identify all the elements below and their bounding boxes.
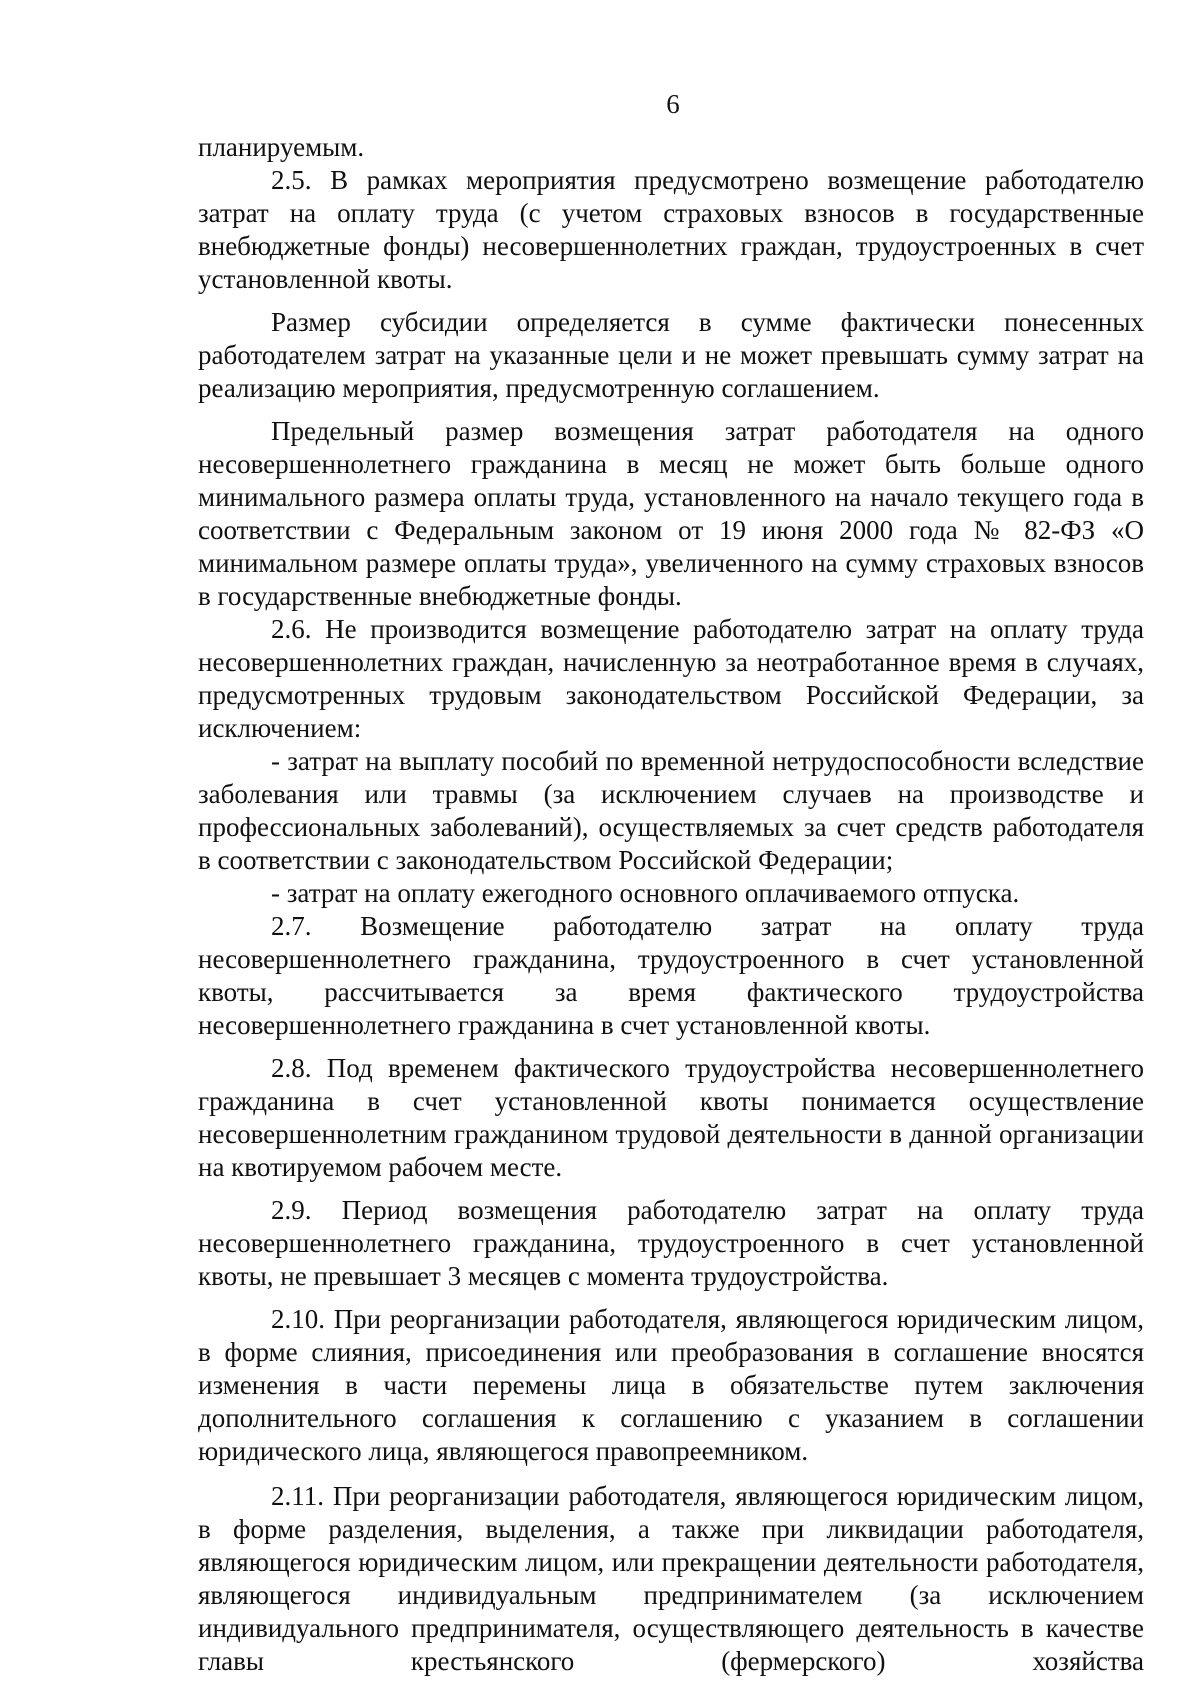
paragraph-2-7: 2.7. Возмещение работодателю затрат на оплату труда несовершеннолетнего гражданина, трудоустроенного в счет установленной квоты, рассчитывается за время фактического трудоустройства несовершеннолетнего гражданина в счет установленной квоты. [198,911,1144,1040]
paragraph-subsidy-size: Размер субсидии определяется в сумме фактически понесенных работодателем затрат на указанные цели и не может превышать сумму затрат на реализацию мероприятия, предусмотренную соглашением. [198,307,1144,403]
paragraph-exception-vacation: - затрат на оплату ежегодного основного оплачиваемого отпуска. [271,878,1020,908]
paragraph-2-5: 2.5. В рамках мероприятия предусмотрено возмещение работодателю затрат на оплату труда (с учетом страховых взносов в государственные внебюджетные фонды) несовершеннолетних граждан, трудоустроенных в счет установленной квоты. [198,165,1144,294]
document-body [198,131,1144,1678]
page-number: 6 [666,89,680,119]
paragraph-2-8: 2.8. Под временем фактического трудоустройства несовершеннолетнего гражданина в счет установленной квоты понимается осуществление несовершеннолетним гражданином трудовой деятельности в данной организации на квотируемом рабочем месте. [198,1053,1144,1182]
paragraph-2-6: 2.6. Не производится возмещение работодателю затрат на оплату труда несовершеннолетних граждан, начисленную за неотработанное время в случаях, предусмотренных трудовым законодательством Российской Федерации, за исключением: [198,614,1144,743]
paragraph-2-10: 2.10. При реорганизации работодателя, являющегося юридическим лицом, в форме слияния, присоединения или преобразования в соглашение вносятся изменения в части перемены лица в обязательстве путем заключения дополнительного соглашения к соглашению с указанием в соглашении юридического лица, являющегося правопреемником. [198,1304,1144,1466]
paragraph-max-reimbursement: Предельный размер возмещения затрат работодателя на одного несовершеннолетнего гражданина в месяц не может быть больше одного минимального размера оплаты труда, установленного на начало текущего года в соответствии с Федеральным законом от 19 июня 2000 года № 82-ФЗ «О минимальном размере оплаты труда», увеличенного на сумму страховых взносов в государственные внебюджетные фонды. [198,416,1144,611]
paragraph-exception-sick-leave: - затрат на выплату пособий по временной нетрудоспособности вследствие заболевания или травмы (за исключением случаев на производстве и профессиональных заболеваний), осуществляемых за счет средств работодателя в соответствии с законодательством Российской Федерации; [198,746,1144,875]
paragraph-2-9: 2.9. Период возмещения работодателю затрат на оплату труда несовершеннолетнего гражданина, трудоустроенного в счет установленной квоты, не превышает 3 месяцев с момента трудоустройства. [198,1195,1144,1291]
paragraph-2-11: 2.11. При реорганизации работодателя, являющегося юридическим лицом, в форме разделения, выделения, а также при ликвидации работодателя, являющегося юридическим лицом, или прекращении деятельности работодателя, являющегося индивидуальным предпринимателем (за исключением индивидуального предпринимателя, осуществляющего деятельность в качестве главы крестьянского (фермерского) хозяйства [198,1481,1144,1676]
paragraph-continuation: планируемым. [198,132,365,162]
